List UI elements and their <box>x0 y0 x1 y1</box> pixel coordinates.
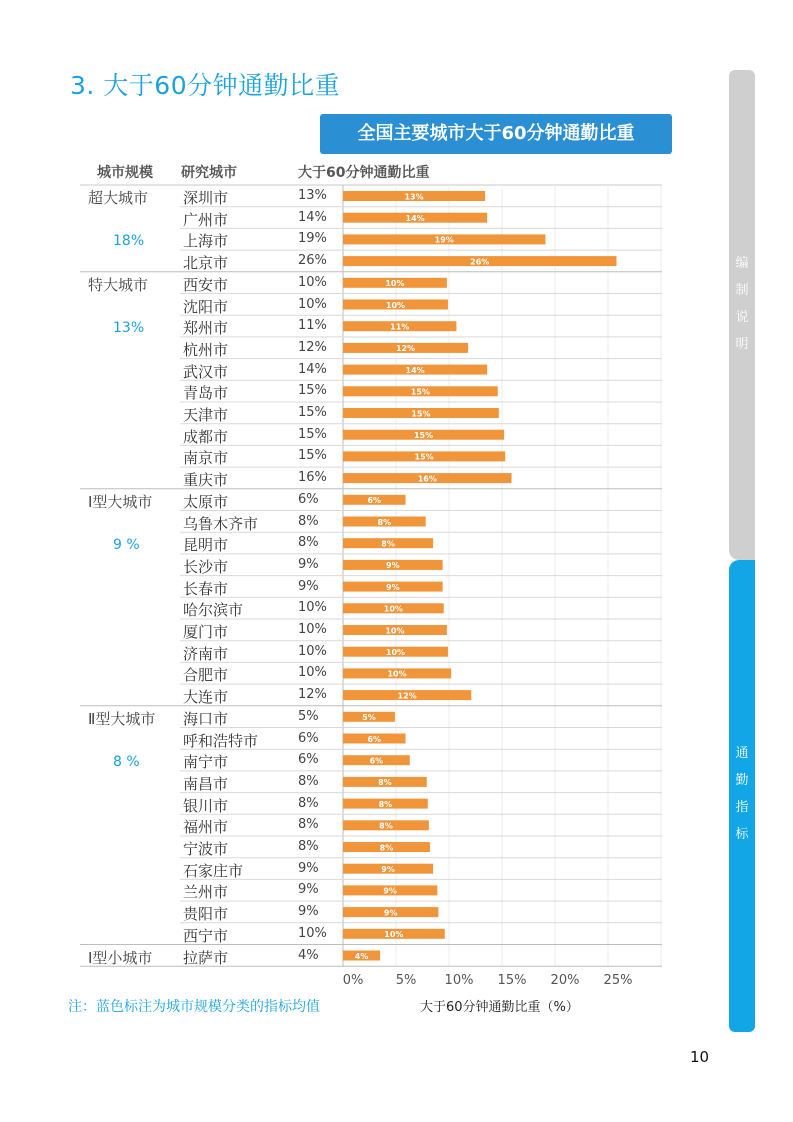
value-label: 8% <box>298 839 319 854</box>
bar-data-label: 26% <box>470 257 490 267</box>
bar-data-label: 6% <box>369 756 384 766</box>
value-label: 10% <box>298 665 327 681</box>
bar-data-label: 9% <box>383 908 398 918</box>
bar-data-label: 5% <box>362 713 376 723</box>
city-label: 哈尔滨市 <box>183 601 244 620</box>
value-label: 8% <box>298 513 319 529</box>
city-label: 天津市 <box>183 406 229 424</box>
value-label: 12% <box>298 687 327 703</box>
value-label: 10% <box>298 622 327 637</box>
section-title: 3. 大于60分钟通勤比重 <box>70 71 341 100</box>
bar-data-label: 12% <box>397 691 417 701</box>
city-label: 海口市 <box>183 709 229 728</box>
tier-average: 18% <box>113 233 145 250</box>
value-label: 8% <box>298 795 319 811</box>
city-label: 深圳市 <box>183 189 229 207</box>
bar-data-label: 15% <box>411 409 431 419</box>
x-tick-label: 25% <box>603 973 633 989</box>
value-label: 12% <box>298 339 327 355</box>
city-label: 兰州市 <box>183 883 229 902</box>
value-label: 13% <box>298 188 327 203</box>
city-label: 重庆市 <box>183 471 229 490</box>
value-label: 11% <box>298 318 327 334</box>
city-label: 昆明市 <box>183 536 229 555</box>
city-label: 南昌市 <box>183 774 229 793</box>
bar-data-label: 10% <box>384 930 404 940</box>
city-label: 呼和浩特市 <box>183 731 259 750</box>
tier-average: 9 % <box>113 537 140 554</box>
tier-average: 13% <box>113 320 145 337</box>
city-label: 大连市 <box>183 688 229 707</box>
side-tab-commute-index-label: 通 勤 指 标 <box>735 746 749 842</box>
bar-data-label: 4% <box>354 951 369 961</box>
city-label: 拉萨市 <box>183 948 229 967</box>
bar-data-label: 10% <box>385 626 405 636</box>
x-tick-label: 15% <box>497 973 527 989</box>
city-label: 广州市 <box>183 210 229 229</box>
bar-data-label: 9% <box>386 582 400 592</box>
city-label: 南宁市 <box>183 753 229 772</box>
city-label: 太原市 <box>183 492 229 511</box>
value-label: 15% <box>298 448 327 464</box>
value-label: 6% <box>298 752 319 768</box>
city-label: 南京市 <box>183 449 229 468</box>
value-label: 10% <box>298 274 327 290</box>
value-label: 4% <box>298 947 319 963</box>
city-label: 西宁市 <box>183 926 229 945</box>
value-label: 9% <box>298 904 319 920</box>
bar-data-label: 8% <box>377 517 392 527</box>
value-label: 15% <box>298 405 327 420</box>
value-label: 14% <box>298 209 327 225</box>
value-label: 8% <box>298 817 319 833</box>
tier-name: Ⅱ型大城市 <box>88 709 156 728</box>
value-label: 8% <box>298 535 319 551</box>
bar-data-label: 19% <box>434 235 454 245</box>
value-label: 9% <box>298 860 319 876</box>
value-label: 19% <box>298 231 327 247</box>
value-label: 6% <box>298 730 319 746</box>
city-label: 银川市 <box>183 796 229 815</box>
bar-data-label: 10% <box>385 279 405 289</box>
x-tick-label: 0% <box>342 973 364 989</box>
value-label: 10% <box>298 925 327 941</box>
city-label: 北京市 <box>183 254 229 273</box>
chart-title: 全国主要城市大于60分钟通勤比重 <box>320 114 672 154</box>
x-tick-label: 10% <box>444 973 474 989</box>
bar-data-label: 9% <box>381 865 395 874</box>
value-label: 26% <box>298 253 327 269</box>
city-label: 厦门市 <box>183 623 229 641</box>
x-axis-title: 大于60分钟通勤比重（%） <box>420 1000 579 1015</box>
value-label: 8% <box>298 773 319 789</box>
bar-data-label: 10% <box>383 604 403 614</box>
bar-data-label: 15% <box>414 452 434 462</box>
value-label: 10% <box>298 600 327 616</box>
value-label: 10% <box>298 296 327 312</box>
bar-data-label: 10% <box>385 300 406 310</box>
bar-data-label: 15% <box>410 387 430 397</box>
city-label: 石家庄市 <box>183 861 244 880</box>
value-label: 10% <box>298 643 327 659</box>
city-label: 成都市 <box>183 427 229 446</box>
city-label: 武汉市 <box>183 362 229 381</box>
footnote: 注：蓝色标注为城市规模分类的指标均值 <box>68 999 320 1015</box>
value-label: 6% <box>298 491 319 507</box>
bar-data-label: 14% <box>405 365 425 375</box>
page-number: 10 <box>690 1048 710 1066</box>
city-label: 宁波市 <box>183 840 229 858</box>
value-label: 9% <box>298 882 319 898</box>
city-label: 济南市 <box>183 644 229 663</box>
bar-data-label: 12% <box>395 344 416 354</box>
value-label: 14% <box>298 361 327 377</box>
city-label: 长沙市 <box>183 557 229 576</box>
value-label: 5% <box>298 708 319 724</box>
city-label: 长春市 <box>183 579 229 598</box>
city-label: 合肥市 <box>183 666 229 685</box>
bar-data-label: 9% <box>383 886 397 896</box>
bar-data-label: 15% <box>413 431 434 440</box>
bar-data-label: 16% <box>417 474 437 484</box>
column-header-value: 大于60分钟通勤比重 <box>298 165 430 181</box>
column-header-city: 研究城市 <box>181 165 237 181</box>
bar-data-label: 6% <box>367 496 382 506</box>
bar-data-label: 8% <box>381 539 395 549</box>
value-label: 15% <box>298 426 327 442</box>
x-tick-label: 5% <box>395 973 417 989</box>
bar-data-label: 14% <box>405 214 425 223</box>
value-label: 9% <box>298 556 319 572</box>
tier-name: 超大城市 <box>88 189 149 207</box>
bar-data-label: 8% <box>379 821 393 831</box>
bar-data-label: 13% <box>404 192 424 202</box>
city-label: 沈阳市 <box>183 297 229 316</box>
bar-data-label: 6% <box>367 734 382 744</box>
city-label: 杭州市 <box>183 340 229 359</box>
value-label: 15% <box>298 383 327 399</box>
bar-data-label: 8% <box>378 778 392 788</box>
bar-data-label: 8% <box>379 843 394 853</box>
city-label: 乌鲁木齐市 <box>183 514 259 533</box>
tier-name: 特大城市 <box>88 275 149 294</box>
bar-data-label: 10% <box>385 648 406 657</box>
city-label: 贵阳市 <box>183 905 229 924</box>
column-header-tier: 城市规模 <box>97 165 153 181</box>
city-label: 上海市 <box>183 232 229 251</box>
value-label: 9% <box>298 578 319 594</box>
side-tab-explanation-label: 编 制 说 明 <box>735 256 749 352</box>
bar-data-label: 9% <box>386 561 400 571</box>
tier-average: 8 % <box>113 754 140 771</box>
value-label: 16% <box>298 470 327 486</box>
city-label: 福州市 <box>183 818 229 837</box>
bar-data-label: 11% <box>390 322 410 332</box>
city-label: 青岛市 <box>183 384 229 403</box>
bar-data-label: 8% <box>378 799 393 809</box>
tier-name: Ⅰ型小城市 <box>88 948 153 967</box>
city-label: 西安市 <box>183 275 229 294</box>
bar-data-label: 10% <box>387 669 407 679</box>
x-tick-label: 20% <box>550 973 580 989</box>
tier-name: Ⅰ型大城市 <box>88 492 153 511</box>
city-label: 郑州市 <box>183 319 229 338</box>
